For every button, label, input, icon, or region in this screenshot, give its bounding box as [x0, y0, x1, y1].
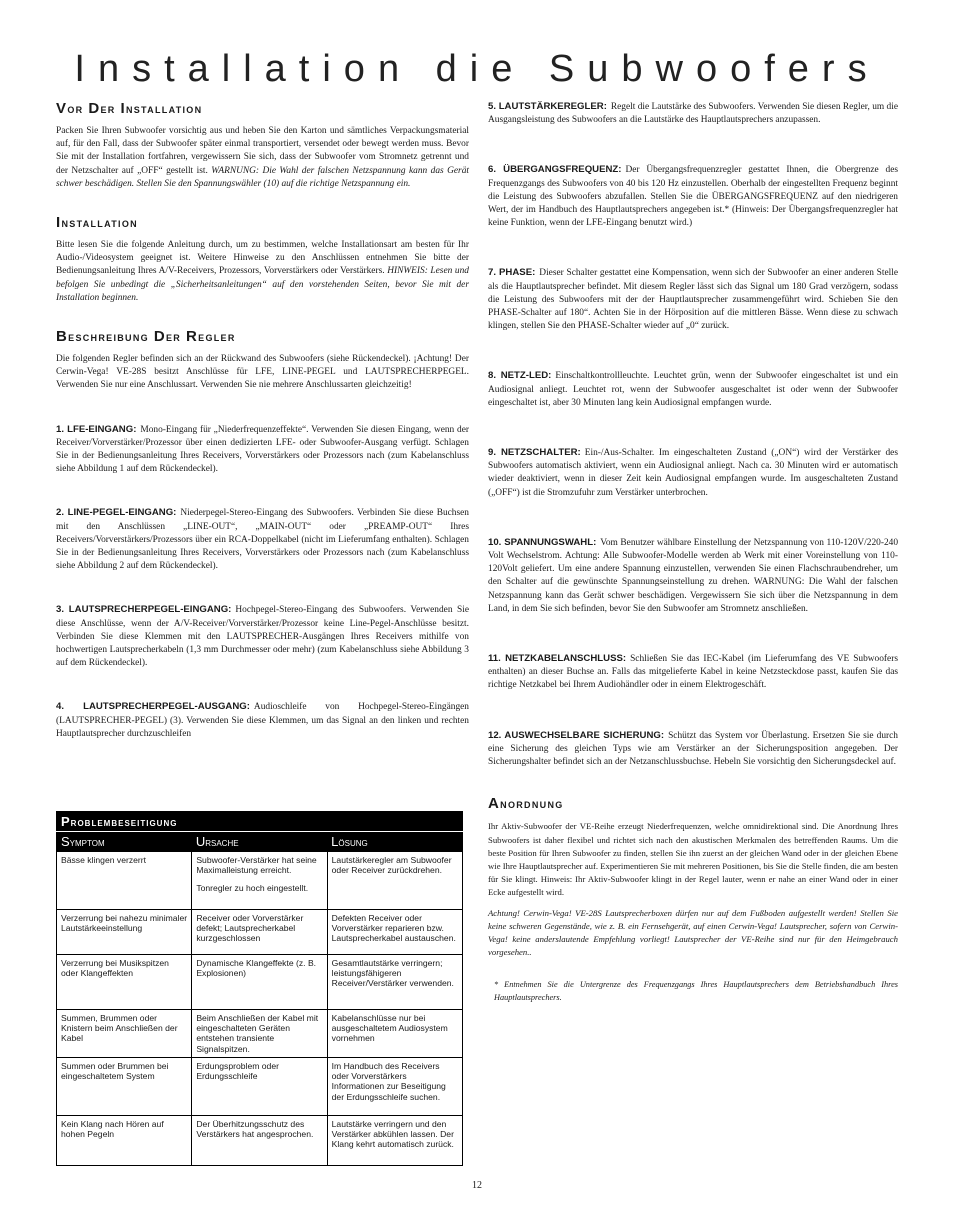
section-heading: Installation	[56, 214, 138, 232]
right-column	[488, 100, 898, 1004]
section-vor-der-installation	[56, 100, 469, 191]
section-installation	[56, 214, 469, 305]
footnote: * Entnehmen Sie die Untergrenze des Frequenzgangs Ihres Hauptlautsprechers dem Betriebshandbuch Ihres Hauptlautsprechers.	[494, 980, 898, 1002]
page-number: 12	[472, 1180, 482, 1191]
cell-cause: Der Überhitzungsschutz des Verstärkers hat angesprochen.	[192, 1116, 327, 1166]
cell-symptom: Summen oder Brummen bei eingeschaltetem System	[57, 1058, 192, 1116]
control-item: 5. LAUTSTÄRKEREGLER: Regelt die Lautstärke des Subwoofers. Verwenden Sie diesen Regler, um die Ausgangsleistung des Subwoofers an die Lautstärke des Hauptlautsprechers anzupassen.	[488, 101, 899, 126]
table-row	[57, 852, 463, 910]
column-header: Ursache	[192, 832, 327, 852]
cell-symptom: Summen, Brummen oder Knistern beim Anschließen der Kabel	[57, 1010, 192, 1058]
section-heading: Beschreibung Der Regler	[56, 328, 236, 346]
column-header: Lösung	[327, 832, 462, 852]
table-row	[57, 910, 463, 955]
page-title: Installation die Subwoofers	[74, 48, 880, 90]
table-row	[57, 1058, 463, 1116]
control-item: 4. LAUTSPRECHERPEGEL-AUSGANG: Audioschleife von Hochpegel-Stereo-Eingängen (LAUTSPRECHER-PEGEL) (3). Verwenden Sie diese Klemmen, um das Signal an den linken und rechten Hauptlautsprecher durchzuschleifen	[56, 701, 469, 739]
cell-symptom: Bässe klingen verzerrt	[57, 852, 192, 910]
cell-cause: Dynamische Klangeffekte (z. B. Explosionen)	[192, 955, 327, 1010]
section-text: Ihr Aktiv-Subwoofer der VE-Reihe erzeugt Niederfrequenzen, welche omnidirektional sind. Die Anordnung Ihres Subwoofers ist daher flexibel und richtet sich nach den akustischen Merkmalen des betreffenden Raums. Um die beste Position für Ihren Subwoofer zu finden, stellen Sie ihn zuerst an der gleichen Wand oder in der gleichen Ebene wie Ihre Hauptlautsprecher auf. Experimentieren Sie mit mehreren Positionen, bis Sie die Stelle finden, die am besten für Sie klingt. Hinweis: Ihr Aktiv-Subwoofer klingt in der Regel lauter, wenn er nahe an einer Wand oder in einer Ecke aufgestellt wird.	[488, 821, 898, 898]
section-text: Bitte lesen Sie die folgende Anleitung durch, um zu bestimmen, welche Installationsart am besten für Ihr Audio-/Videosystem geeignet ist. Weitere Hinweise zu den Anschlüssen entnehmen Sie bitte der Bedienungsanleitung Ihres A/V-Receivers, Prozessors, Vorverstärkers oder Verstärkers. HINWEIS: Lesen und befolgen Sie unbedingt die „Sicherheitsanleitungen“ auf den vorstehenden Seiten, bevor Sie mit der Installation beginnen.	[56, 240, 469, 303]
cell-cause: Subwoofer-Verstärker hat seine Maximalleistung erreicht. Tonregler zu hoch eingestellt.	[192, 852, 327, 910]
placement-warning: Achtung! Cerwin-Vega! VE-28S Lautsprecherboxen dürfen nur auf dem Fußboden aufgestellt werden! Stellen Sie keine schweren Gegenstände, wie z. B. ein Fernsehgerät, auf einen Cerwin-Vega! Lautsprecher, sofern von Cerwin-Vega! keine anderslautende Empfehlung vorliegt! Lautsprecher der VE-Reihe sind nur für den Heimgebrauch vorgesehen..	[488, 907, 898, 958]
cell-solution: Defekten Receiver oder Vorverstärker reparieren bzw. Lautsprecherkabel austauschen.	[327, 910, 462, 955]
control-item: 8. NETZ-LED: Einschaltkontrollleuchte. Leuchtet grün, wenn der Subwoofer eingeschaltet ist und ein Audiosignal anliegt. Leuchtet rot, wenn der Subwoofer ausgeschaltet ist oder wenn der Subwoofer eingeschaltet ist, aber 30 Minuten lang kein Audiosignal empfangen wurde.	[488, 370, 899, 408]
section-beschreibung	[56, 328, 469, 393]
control-item: 1. LFE-EINGANG: Mono-Eingang für „Niederfrequenzeffekte“. Verwenden Sie diesen Eingang, wenn der Receiver/Vorverstärker/Prozessor über einen dedizierten LFE- oder Subwoofer-Ausgang verfügt. Schlagen Sie in der Bedienungsanleitung Ihres Receivers, Vorverstärkers oder Prozessors nach (zum Kabelanschluss siehe Abbildung 1 auf dem Rückendeckel).	[56, 423, 470, 475]
table-row	[57, 1116, 463, 1166]
control-item: 12. AUSWECHSELBARE SICHERUNG: Schützt das System vor Überlastung. Ersetzen Sie sie durch eine Sicherung des gleichen Typs wie am Verstärker an der Sicherungsposition angegeben. Der Sicherungshalter befindet sich an der Netzanschlussbuchse. Hebeln Sie vorsichtig den Sicherungsdeckel auf.	[488, 729, 898, 768]
table-row	[57, 955, 463, 1010]
control-item: 7. PHASE: Dieser Schalter gestattet eine Kompensation, wenn sich der Subwoofer an einer anderen Stelle als die Hauptlautsprecher befindet. Mit diesem Regler lässt sich das Signal um 180 Grad verzögern, sodass die Leistung des Subwoofers mit der der Hauptlautsprecher zusammengeführt wird. Schieben Sie den PHASE-Schalter auf 180“. Achten Sie in der Hörposition auf die mittleren Bässe. Wenn diese zu schwach klingen, stellen Sie den PHASE-Schalter wieder auf „0“ zurück.	[488, 267, 899, 332]
cell-solution: Im Handbuch des Receivers oder Vorverstärkers Informationen zur Beseitigung der Erdungsschleife suchen.	[327, 1058, 462, 1116]
section-text: Die folgenden Regler befinden sich an der Rückwand des Subwoofers (siehe Rückendeckel). ¡Achtung! Der Cerwin-Vega! VE-28S besitzt Anschlüsse für LFE, LINE-PEGEL und LAUTSPRECHERPEGEL. Verwenden Sie nur eine Anschlussart. Verwenden Sie nie mehrere Anschlussarten gleichzeitig!	[56, 354, 469, 391]
control-item: 2. LINE-PEGEL-EINGANG: Niederpegel-Stereo-Eingang des Subwoofers. Verbinden Sie diese Buchsen mit den Anschlüssen „LINE-OUT“, „MAIN-OUT“ oder „PREAMP-OUT“ Ihres Receivers/Vorverstärkers/Prozessors über ein RCA-Doppelkabel (nicht im Lieferumfang enthalten). Schlagen Sie in der Bedienungsanleitung Ihres Receivers, Vorverstärkers oder Prozessors nach (zum Kabelanschluss siehe Abbildung 2 auf dem Rückendeckel).	[56, 507, 469, 572]
cell-symptom: Verzerrung bei Musikspitzen oder Klangeffekten	[57, 955, 192, 1010]
cell-solution: Lautstärkeregler am Subwoofer oder Receiver zurückdrehen.	[327, 852, 462, 910]
cell-symptom: Verzerrung bei nahezu minimaler Lautstärkeeinstellung	[57, 910, 192, 955]
section-heading: Anordnung	[488, 795, 564, 813]
control-item: 10. SPANNUNGSWAHL: Vom Benutzer wählbare Einstellung der Netzspannung von 110-120V/220-240 Volt Wechselstrom. Achtung: Alle Subwoofer-Modelle werden ab Werk mit einer Voreinstellung von 110-120Volt geliefert. Um eine andere Spannung einzustellen, verwenden Sie einen Flachschraubendreher, um den Schalter auf die gewünschte Spannungseinstellung zu drehen. WARNUNG: Die Wahl der falschen Netzspannung kann das Gerät schwer beschädigen. Vergewissern Sie sich über die Netzspannung in dem Land, in dem Sie sich befinden, bevor Sie den Subwoofer am Stromnetz anschließen.	[488, 536, 899, 614]
cell-symptom: Kein Klang nach Hören auf hohen Pegeln	[57, 1116, 192, 1166]
control-item: 3. LAUTSPRECHERPEGEL-EINGANG: Hochpegel-Stereo-Eingang des Subwoofers. Verwenden Sie diese Anschlüsse, wenn der A/V-Receiver/Vorverstärker/Prozessor keine Line-Pegel-Anschlüsse besitzt. Verbinden Sie diese Klemmen mit den LAUTSPRECHER-Ausgängen Ihres Receivers mithilfe von hochwertigen Lautsprecherkabeln (1,3 mm Durchmesser oder mehr) (zum Kabelanschluss siehe Abbildung 3 auf dem Rückendeckel).	[56, 604, 469, 669]
section-text: Packen Sie Ihren Subwoofer vorsichtig aus und heben Sie den Karton und sämtliches Verpackungsmaterial auf, für den Fall, dass der Subwoofer später einmal transportiert, versendet oder bewegt werden muss. Bevor Sie mit der Installation fortfahren, vergewissern Sie sich, dass der Subwoofer vom Stromnetz getrennt und der Netzschalter auf „OFF“ gestellt ist. WARNUNG: Die Wahl der falschen Netzspannung kann das Gerät schwer beschädigen. Stellen Sie den Spannungswähler (10) auf die richtige Netzspannung ein.	[56, 126, 469, 189]
table-row	[57, 1010, 463, 1058]
left-column	[56, 100, 469, 771]
control-item: 9. NETZSCHALTER: Ein-/Aus-Schalter. Im eingeschalteten Zustand („ON“) wird der Verstärker des Subwoofers automatisch aktiviert, wenn ein Audiosignal anliegt. Nach ca. 30 Minuten wird er automatisch wieder deaktiviert, wenn in dieser Zeit kein Audiosignal empfangen wurde. Im ausgeschalteten Zustand („OFF“) ist die Stromzufuhr zum Verstärker unterbrochen.	[488, 447, 898, 498]
cell-cause: Erdungsproblem oder Erdungsschleife	[192, 1058, 327, 1116]
cell-cause: Receiver oder Vorverstärker defekt; Lautsprecherkabel kurzgeschlossen	[192, 910, 327, 955]
table-title: Problembeseitigung	[57, 812, 463, 832]
cell-solution: Gesamtlautstärke verringern; leistungsfähigeren Receiver/Verstärker verwenden.	[327, 955, 462, 1010]
section-heading: Vor Der Installation	[56, 100, 203, 117]
control-item: 11. NETZKABELANSCHLUSS: Schließen Sie das IEC-Kabel (im Lieferumfang des VE Subwoofers enthalten) an dieser Buchse an. Falls das mitgelieferte Kabel in keine Netzsteckdose passt, kaufen Sie das richtige Netzkabel bei Ihrem Audiohändler oder in einem Elektrogeschäft.	[488, 653, 898, 691]
cell-solution: Lautstärke verringern und den Verstärker abkühlen lassen. Der Klang kehrt automatisch zurück.	[327, 1116, 462, 1166]
cell-solution: Kabelanschlüsse nur bei ausgeschaltetem Audiosystem vornehmen	[327, 1010, 462, 1058]
column-header: Symptom	[57, 832, 192, 852]
cell-cause: Beim Anschließen der Kabel mit eingeschalteten Geräten entstehen transiente Signalspitzen.	[192, 1010, 327, 1058]
troubleshooting-table	[56, 811, 463, 1166]
section-anordnung	[488, 795, 898, 1004]
control-item: 6. ÜBERGANGSFREQUENZ: Der Übergangsfrequenzregler gestattet Ihnen, die Obergrenze des Frequenzgangs des Subwoofers von 40 bis 120 Hz einzustellen. Oberhalb der eingestellten Frequenz beginnt die Leistung des Subwoofers abzufallen. Stellen Sie die ÜBERGANGSFREQUENZ auf den niedrigeren Wert, der im Handbuch des Hauptlautsprechers angegeben ist.* (Hinweis: Der Übergangsfrequenzregler hat keine Funktion, wenn der LFE-Eingang benutzt wird.)	[488, 164, 898, 229]
